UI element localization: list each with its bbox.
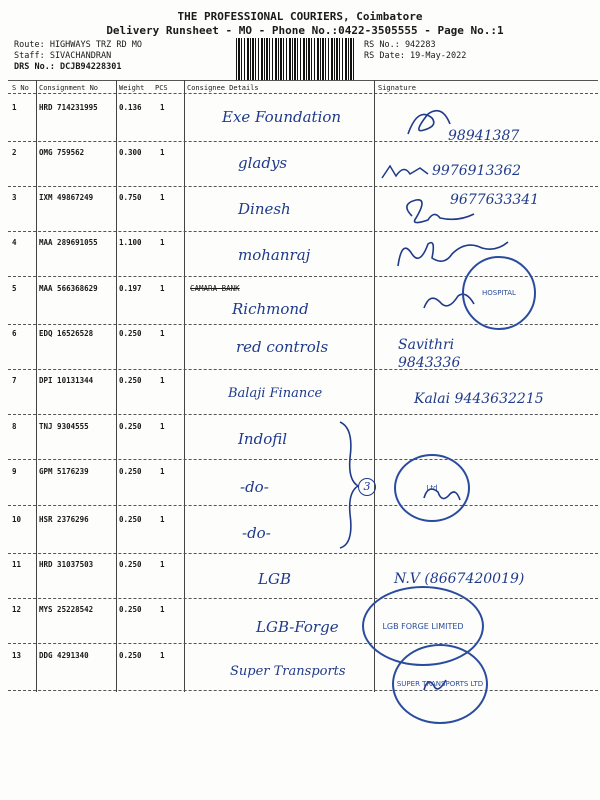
col-header-signature: Signature bbox=[378, 84, 416, 92]
row-weight: 0.250 bbox=[119, 376, 142, 385]
signature-scribble-icon bbox=[398, 104, 458, 144]
row-consignee: mohanraj bbox=[238, 246, 311, 264]
row-pcs: 1 bbox=[160, 148, 165, 157]
row-consignment-no: MAA 566368629 bbox=[39, 284, 98, 293]
row-weight: 0.750 bbox=[119, 193, 142, 202]
row-consignment-no: OMG 759562 bbox=[39, 148, 85, 157]
row-consignee: Indofil bbox=[238, 430, 288, 448]
row-pcs: 1 bbox=[160, 515, 165, 524]
drs-label: DRS No.: DCJB94228301 bbox=[14, 62, 122, 72]
signature-scribble-icon bbox=[398, 196, 478, 230]
super-transports-stamp-icon bbox=[392, 644, 488, 724]
row-consignment-no: HRD 31037503 bbox=[39, 560, 94, 569]
row-sno: 3 bbox=[12, 193, 17, 202]
row-consignee: LGB bbox=[258, 570, 291, 588]
row-sno: 11 bbox=[12, 560, 22, 569]
row-weight: 0.300 bbox=[119, 148, 142, 157]
row-sno: 7 bbox=[12, 376, 17, 385]
row-weight: 0.136 bbox=[119, 103, 142, 112]
row-pcs: 1 bbox=[160, 560, 165, 569]
row-consignment-no: MYS 25228542 bbox=[39, 605, 94, 614]
row-signature: 9677633341 bbox=[450, 192, 540, 208]
row-consignment-no: TNJ 9304555 bbox=[39, 422, 89, 431]
row-pcs: 1 bbox=[160, 284, 165, 293]
rs-no: RS No.: 942283 bbox=[364, 40, 436, 50]
row-divider bbox=[8, 643, 598, 644]
row-sno: 9 bbox=[12, 467, 17, 476]
row-consignment-no: DDG 4291340 bbox=[39, 651, 89, 660]
row-note: CAMARA BANK bbox=[190, 284, 240, 293]
row-consignment-no: MAA 289691055 bbox=[39, 238, 98, 247]
row-sno: 12 bbox=[12, 605, 22, 614]
table-top-border bbox=[8, 80, 598, 81]
row-divider bbox=[8, 414, 598, 415]
brace-count: 3 bbox=[358, 478, 376, 496]
row-pcs: 1 bbox=[160, 329, 165, 338]
runsheet-title: Delivery Runsheet - MO - Phone No.:0422-3505555 - Page No.:1 bbox=[106, 24, 504, 37]
company-title: THE PROFESSIONAL COURIERS, Coimbatore bbox=[177, 10, 423, 23]
row-sno: 13 bbox=[12, 651, 22, 660]
row-pcs: 1 bbox=[160, 103, 165, 112]
row-consignment-no: IXM 49867249 bbox=[39, 193, 94, 202]
col-divider bbox=[36, 80, 37, 692]
row-sno: 6 bbox=[12, 329, 17, 338]
row-consignment-no: DPI 10131344 bbox=[39, 376, 94, 385]
row-consignment-no: EDQ 16526528 bbox=[39, 329, 94, 338]
row-consignee: Richmond bbox=[232, 300, 309, 318]
col-header-consignment: Consignment No bbox=[39, 84, 99, 92]
stamp-text: HOSPITAL bbox=[482, 289, 516, 297]
row-sno: 10 bbox=[12, 515, 22, 524]
row-weight: 0.197 bbox=[119, 284, 142, 293]
row-pcs: 1 bbox=[160, 605, 165, 614]
row-sno: 4 bbox=[12, 238, 17, 247]
row-consignee: Dinesh bbox=[238, 200, 291, 218]
col-header-consignee: Consignee Details bbox=[187, 84, 259, 92]
row-divider bbox=[8, 369, 598, 370]
col-header-sno: S No bbox=[12, 84, 29, 92]
row-sno: 5 bbox=[12, 284, 17, 293]
row-consignment-no: HRD 714231995 bbox=[39, 103, 98, 112]
table-bottom-border bbox=[8, 690, 598, 691]
row-pcs: 1 bbox=[160, 467, 165, 476]
col-divider bbox=[116, 80, 117, 692]
row-divider bbox=[8, 553, 598, 554]
signature-scribble-icon bbox=[378, 158, 432, 184]
row-weight: 0.250 bbox=[119, 605, 142, 614]
row-signature: 9976913362 bbox=[432, 163, 522, 179]
row-divider bbox=[8, 505, 598, 506]
row-sno: 1 bbox=[12, 103, 17, 112]
row-consignee: Exe Foundation bbox=[222, 108, 342, 126]
row-consignment-no: GPM 5176239 bbox=[39, 467, 89, 476]
barcode-icon bbox=[236, 38, 354, 80]
row-consignee: Balaji Finance bbox=[228, 386, 323, 401]
row-sno: 8 bbox=[12, 422, 17, 431]
row-weight: 0.250 bbox=[119, 467, 142, 476]
row-sno: 2 bbox=[12, 148, 17, 157]
row-pcs: 1 bbox=[160, 238, 165, 247]
row-pcs: 1 bbox=[160, 193, 165, 202]
row-consignee: -do- bbox=[240, 478, 269, 496]
stamp-text: LGB FORGE LIMITED bbox=[382, 621, 464, 631]
row-divider bbox=[8, 459, 598, 460]
row-weight: 0.250 bbox=[119, 515, 142, 524]
row-consignee: -do- bbox=[242, 524, 271, 542]
row-pcs: 1 bbox=[160, 376, 165, 385]
row-divider bbox=[8, 186, 598, 187]
stamp-text: SUPER TRANSPORTS LTD bbox=[396, 680, 484, 688]
col-divider bbox=[184, 80, 185, 692]
row-weight: 1.100 bbox=[119, 238, 142, 247]
rs-date: RS Date: 19-May-2022 bbox=[364, 51, 467, 61]
row-signature: Savithri 9843336 bbox=[398, 337, 461, 371]
row-pcs: 1 bbox=[160, 651, 165, 660]
row-signature: Kalai 9443632215 bbox=[414, 391, 544, 407]
header-divider bbox=[8, 93, 598, 94]
row-consignment-no: HSR 2376296 bbox=[39, 515, 89, 524]
row-weight: 0.250 bbox=[119, 560, 142, 569]
col-header-pcs: PCS bbox=[155, 84, 168, 92]
company-stamp-icon bbox=[394, 454, 470, 522]
row-weight: 0.250 bbox=[119, 329, 142, 338]
row-consignee: red controls bbox=[236, 338, 329, 356]
staff-label: Staff: SIVACHANDRAN bbox=[14, 51, 112, 61]
route-label: Route: HIGHWAYS TRZ RD MO bbox=[14, 40, 142, 50]
row-weight: 0.250 bbox=[119, 651, 142, 660]
row-signature: N.V (8667420019) bbox=[394, 571, 525, 587]
row-pcs: 1 bbox=[160, 422, 165, 431]
row-signature: 98941387 bbox=[448, 128, 520, 144]
row-divider bbox=[8, 231, 598, 232]
row-consignee: LGB-Forge bbox=[256, 618, 339, 636]
row-divider bbox=[8, 141, 598, 142]
row-weight: 0.250 bbox=[119, 422, 142, 431]
row-consignee: gladys bbox=[238, 154, 288, 172]
row-divider bbox=[8, 598, 598, 599]
stamp-text: Ltd bbox=[426, 484, 438, 492]
col-header-weight: Weight bbox=[119, 84, 145, 92]
row-consignee: Super Transports bbox=[230, 664, 346, 679]
hospital-stamp-icon bbox=[462, 256, 536, 330]
